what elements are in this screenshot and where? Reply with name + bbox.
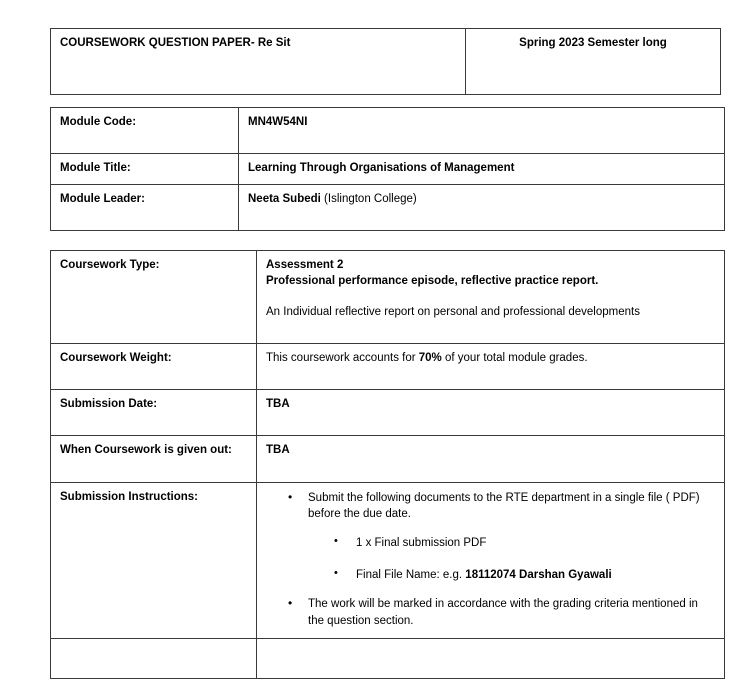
table-row <box>51 638 725 678</box>
table-row <box>51 251 725 344</box>
coursework-details-table <box>50 250 725 679</box>
assessment-number: Assessment 2 <box>266 259 344 271</box>
weight-text-post: of your total module grades. <box>441 352 588 364</box>
instruction-file-name-example: 18112074 Darshan Gyawali <box>465 568 612 581</box>
module-info-table <box>50 107 725 231</box>
instruction-grading-criteria: The work will be marked in accordance with the grading criteria mentioned in the question section. <box>308 598 698 627</box>
coursework-type-value <box>257 251 725 344</box>
table-row <box>51 29 721 95</box>
weight-percentage: 70% <box>418 352 442 364</box>
table-row <box>51 108 725 154</box>
given-out-value: TBA <box>257 436 725 483</box>
module-leader-label: Module Leader: <box>51 185 239 231</box>
instruction-final-pdf: 1 x Final submission PDF <box>356 536 487 549</box>
header-table <box>50 28 721 95</box>
table-row <box>51 154 725 185</box>
submission-date-value: TBA <box>257 390 725 436</box>
list-item <box>334 535 715 551</box>
module-leader-college: (Islington College) <box>320 193 417 205</box>
module-title-label: Module Title: <box>51 154 239 185</box>
empty-row-label <box>51 638 257 678</box>
module-leader-name: Neeta Subedi <box>248 193 321 205</box>
assessment-description: Professional performance episode, reflective practice report. <box>266 274 599 287</box>
table-row <box>51 436 725 483</box>
table-row <box>51 483 725 639</box>
module-code-label: Module Code: <box>51 108 239 154</box>
spacer <box>266 289 715 305</box>
semester-term: Spring 2023 Semester long <box>466 29 721 95</box>
submission-instructions-label: Submission Instructions: <box>51 483 257 639</box>
empty-row-value <box>257 638 725 678</box>
assessment-detail: An Individual reflective report on personal and professional developments <box>266 306 640 319</box>
weight-text-pre: This coursework accounts for <box>266 352 419 364</box>
given-out-label: When Coursework is given out: <box>51 436 257 483</box>
module-code-value: MN4W54NI <box>239 108 725 154</box>
module-title-value: Learning Through Organisations of Management <box>239 154 725 185</box>
coursework-paper-title: COURSEWORK QUESTION PAPER- Re Sit <box>51 29 466 95</box>
submission-date-label: Submission Date: <box>51 390 257 436</box>
coursework-weight-value <box>257 344 725 390</box>
table-row <box>51 390 725 436</box>
instruction-file-name-pre: Final File Name: e.g. <box>356 568 466 581</box>
list-item <box>288 490 715 583</box>
coursework-weight-label: Coursework Weight: <box>51 344 257 390</box>
list-item <box>334 567 715 583</box>
instructions-list <box>266 490 715 629</box>
instruction-submit-documents: Submit the following documents to the RTE department in a single file ( PDF) before the due date. <box>308 492 700 521</box>
coursework-type-label: Coursework Type: <box>51 251 257 344</box>
instructions-sublist <box>308 535 715 584</box>
table-row <box>51 185 725 231</box>
table-row <box>51 344 725 390</box>
module-leader-value <box>239 185 725 231</box>
list-item <box>288 596 715 629</box>
submission-instructions-value <box>257 483 725 639</box>
